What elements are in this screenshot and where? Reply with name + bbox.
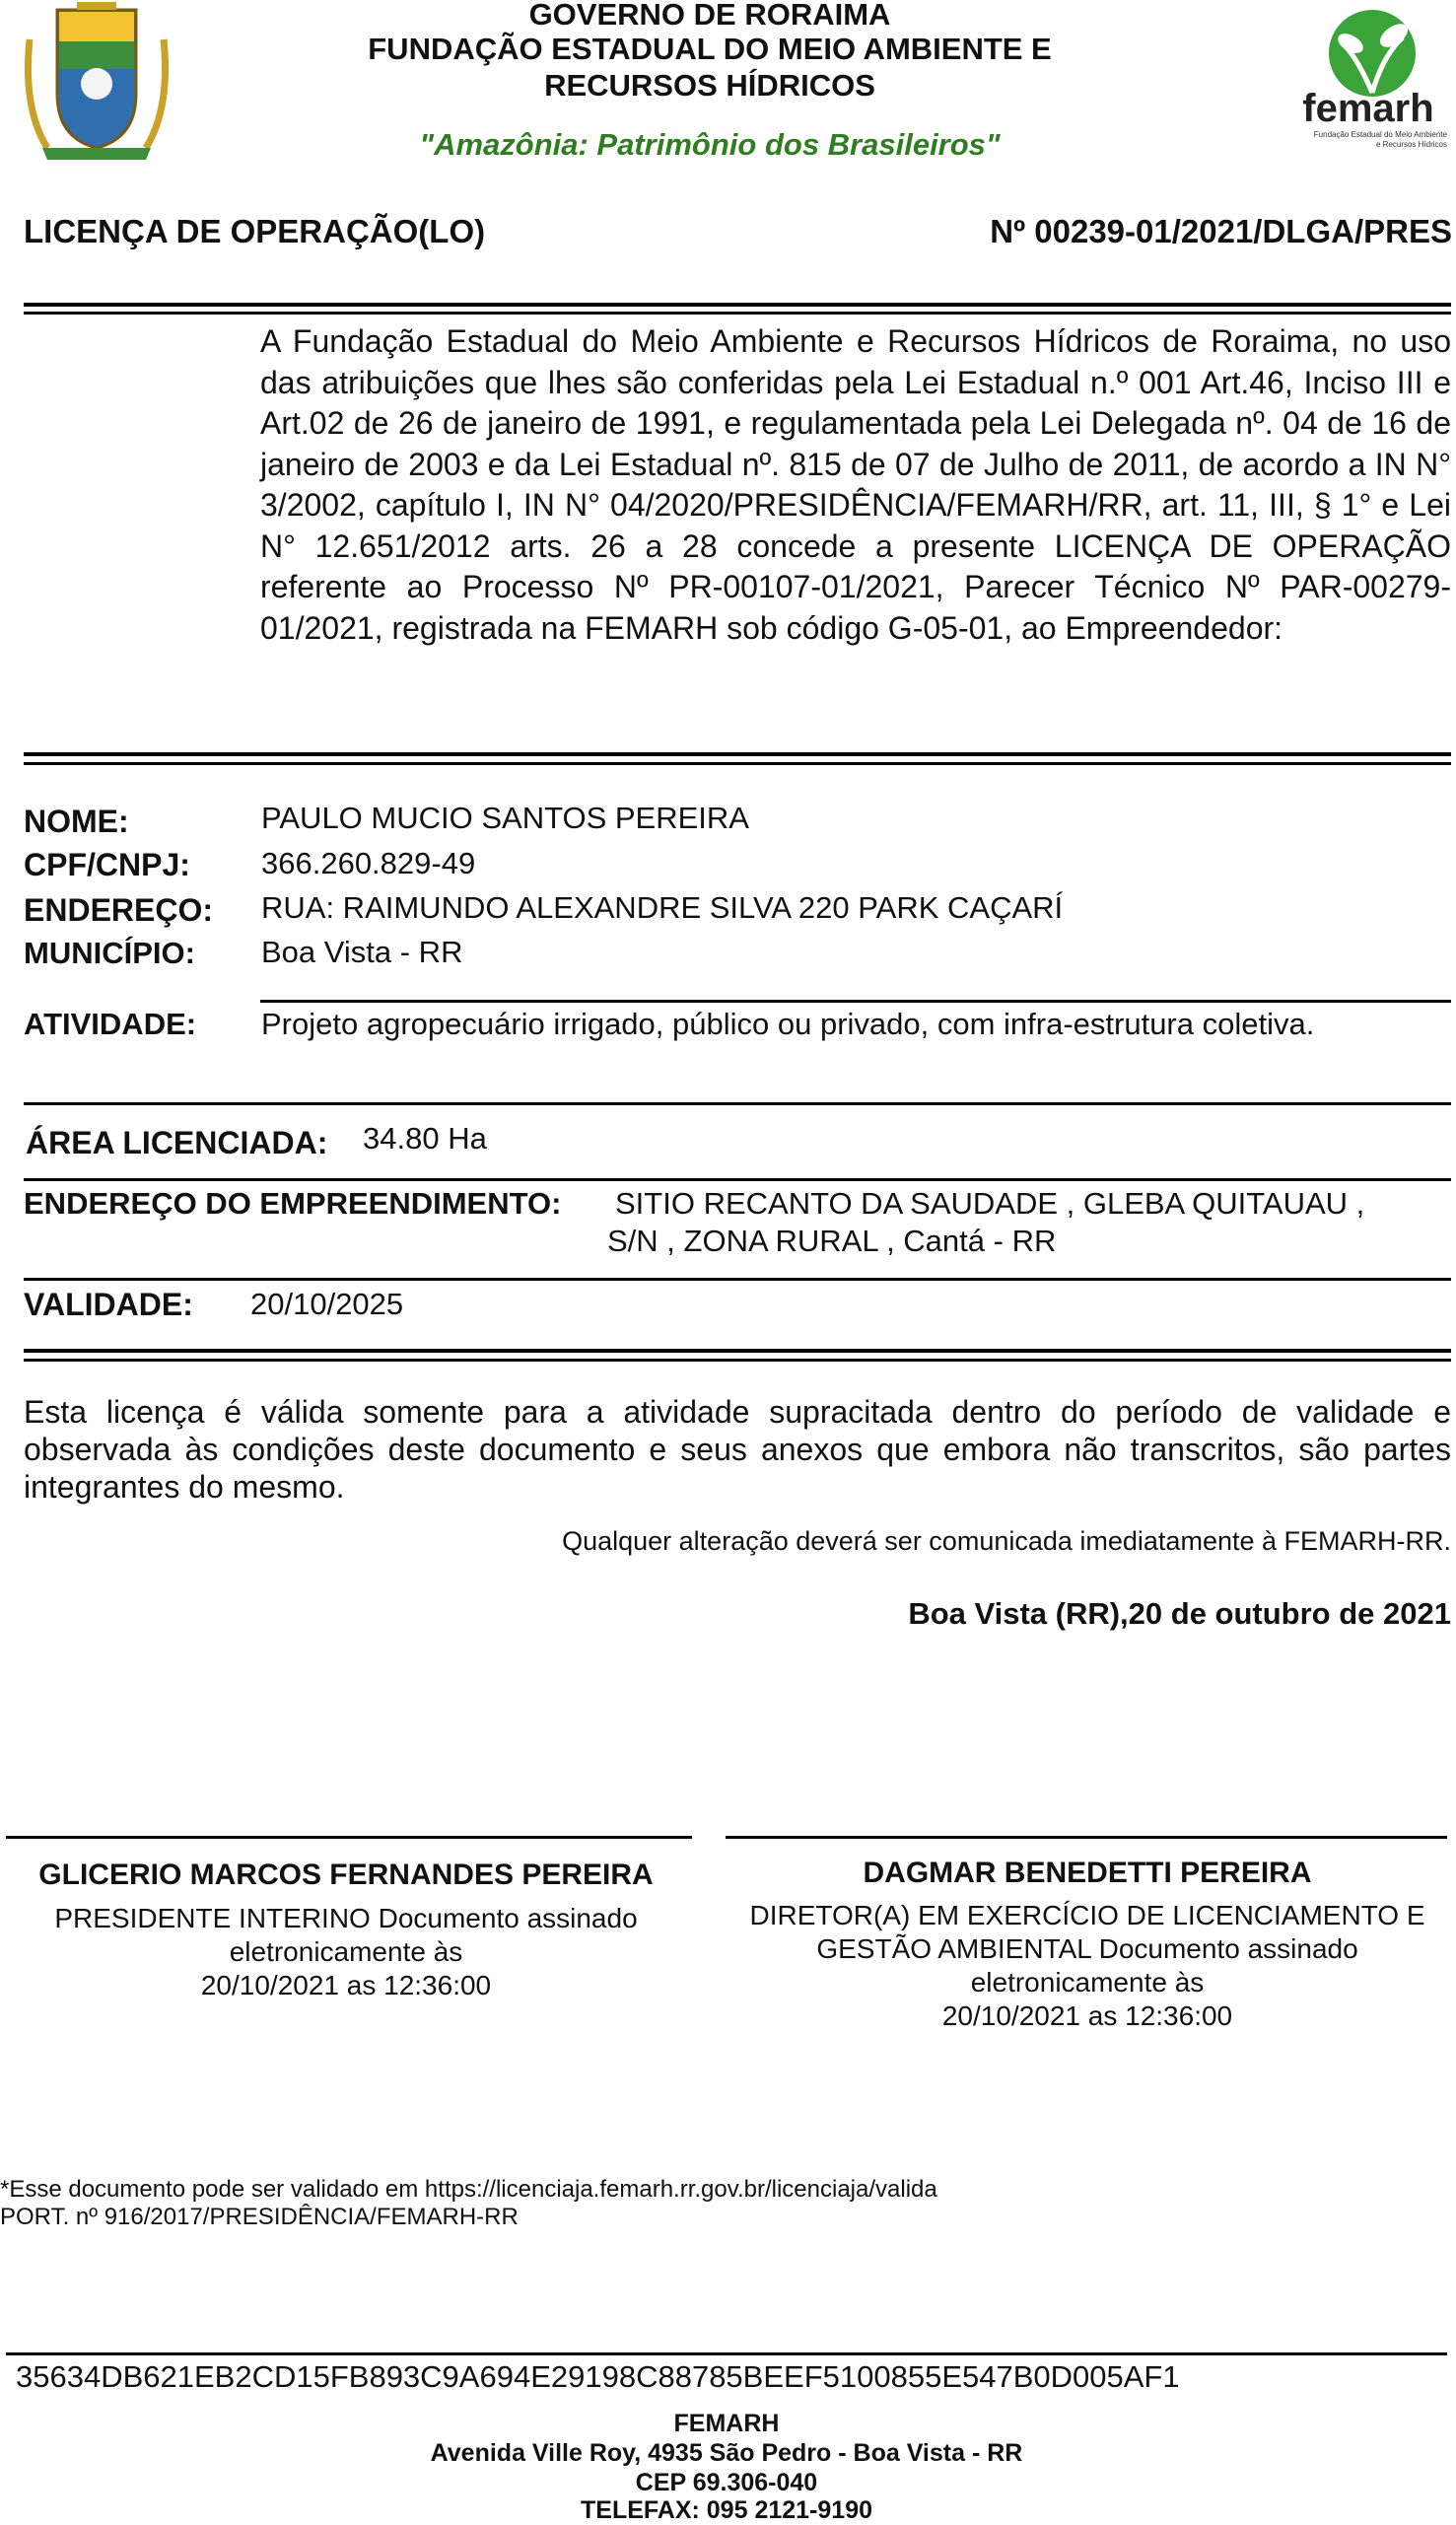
signatory-role: DIRETOR(A) EM EXERCÍCIO DE LICENCIAMENTO E (749, 1900, 1425, 1930)
footer-org: FEMARH (673, 2410, 780, 2437)
signatory-name: DAGMAR BENEDETTI PEREIRA (863, 1857, 1312, 1889)
divider (24, 752, 1451, 756)
cpf-label: CPF/CNPJ: (24, 847, 190, 882)
endereco-value: RUA: RAIMUNDO ALEXANDRE SILVA 220 PARK CAÇARÍ (261, 890, 1064, 925)
signatory-name: GLICERIO MARCOS FERNANDES PEREIRA (38, 1859, 654, 1891)
femarh-logo-subtext-1: Fundação Estadual do Meio Ambiente (1313, 130, 1447, 139)
signatory-role: eletronicamente às (229, 1936, 463, 1967)
divider (24, 1278, 1451, 1281)
validade-label: VALIDADE: (24, 1287, 193, 1322)
gov-line-3: RECURSOS HÍDRICOS (544, 68, 875, 103)
signature-timestamp: 20/10/2021 as 12:36:00 (200, 1970, 492, 2000)
portaria-note: PORT. nº 916/2017/PRESIDÊNCIA/FEMARH-RR (0, 2204, 519, 2230)
femarh-logo (1289, 6, 1447, 154)
gov-line-2: FUNDAÇÃO ESTADUAL DO MEIO AMBIENTE E (368, 32, 1052, 66)
signature-line (726, 1836, 1447, 1839)
municipio-value: Boa Vista - RR (261, 935, 463, 969)
footer-address: Avenida Ville Roy, 4935 São Pedro - Boa Vista - RR (430, 2439, 1023, 2467)
gov-line-1: GOVERNO DE RORAIMA (528, 0, 891, 32)
validade-value: 20/10/2025 (250, 1287, 404, 1321)
preamble-paragraph: A Fundação Estadual do Meio Ambiente e Recursos Hídricos de Roraima, no uso das atribuições que lhes são conferidas pela Lei Estadual n.º 001 Art.46, Inciso III e Art.02 de 26 de janeiro de 1991, e regulamentada pela Lei Delegada nº. 04 de 16 de janeiro de 2003 e da Lei Estadual nº. 815 de 07 de Julho de 2011, de acordo a IN N° 3/2002, capítulo I, IN N° 04/2020/PRESIDÊNCIA/FEMARH/RR, art. 11, III, § 1° e Lei N° 12.651/2012 arts. 26 a 28 concede a presente LICENÇA DE OPERAÇÃO referente ao Processo Nº PR-00107-01/2021, Parecer Técnico Nº PAR-00279-01/2021, registrada na FEMARH sob código G-05-01, ao Empreendedor: (260, 323, 1451, 646)
nome-label: NOME: (24, 804, 129, 839)
area-value: 34.80 Ha (363, 1121, 487, 1156)
signatory-role: PRESIDENTE INTERINO Documento assinado (54, 1903, 638, 1933)
femarh-logo-subtext-2: e Recursos Hídricos (1375, 140, 1447, 149)
cpf-value: 366.260.829-49 (261, 846, 476, 880)
nome-value: PAULO MUCIO SANTOS PEREIRA (261, 801, 749, 835)
footer-cep: CEP 69.306-040 (635, 2469, 818, 2496)
atividade-value: Projeto agropecuário irrigado, público ou privado, com infra-estrutura coletiva. (261, 1007, 1315, 1041)
empreendimento-address-line-1: SITIO RECANTO DA SAUDADE , GLEBA QUITAUAU , (615, 1186, 1365, 1221)
divider (24, 303, 1451, 307)
change-note: Qualquer alteração deverá ser comunicada imediatamente à FEMARH-RR. (562, 1526, 1451, 1556)
license-type-title: LICENÇA DE OPERAÇÃO(LO) (24, 213, 486, 249)
atividade-label: ATIVIDADE: (24, 1007, 197, 1041)
area-label: ÁREA LICENCIADA: (26, 1125, 328, 1160)
endereco-label: ENDEREÇO: (24, 892, 214, 928)
roraima-coat-of-arms (18, 0, 175, 163)
validation-url-note: *Esse documento pode ser validado em https://licenciaja.femarh.rr.gov.br/licenciaja/valida (0, 2176, 937, 2203)
divider (24, 1359, 1451, 1362)
signature-line (6, 1836, 692, 1839)
slogan: "Amazônia: Patrimônio dos Brasileiros" (419, 127, 1001, 162)
signatory-role: GESTÃO AMBIENTAL Documento assinado (816, 1933, 1358, 1964)
femarh-logo-text: femarh (1302, 87, 1434, 130)
document-hash: 35634DB621EB2CD15FB893C9A694E29198C88785BEEF5100855E547B0D005AF1 (16, 2359, 1180, 2394)
signatory-role: eletronicamente às (970, 1967, 1205, 1998)
validity-note: Esta licença é válida somente para a atividade supracitada dentro do período de validade e observada às condições deste documento e seus anexos que embora não transcritos, são partes integrantes do mesmo. (24, 1394, 1451, 1505)
divider (24, 762, 1451, 765)
signature-block-president (0, 1857, 692, 2002)
divider (260, 1000, 1451, 1003)
divider (6, 2352, 1447, 2355)
divider (24, 1102, 1451, 1105)
divider (24, 1178, 1451, 1181)
empreendimento-address-line-2: S/N , ZONA RURAL , Cantá - RR (607, 1224, 1057, 1258)
footer-phone: TELEFAX: 095 2121-9190 (581, 2496, 872, 2524)
divider (24, 312, 1451, 315)
signature-timestamp: 20/10/2021 as 12:36:00 (941, 2000, 1233, 2031)
place-and-date: Boa Vista (RR),20 de outubro de 2021 (908, 1596, 1451, 1631)
license-number: Nº 00239-01/2021/DLGA/PRES (990, 213, 1452, 249)
municipio-label: MUNICÍPIO: (24, 936, 195, 970)
signature-block-director (726, 1855, 1449, 2033)
empreendimento-address-label: ENDEREÇO DO EMPREENDIMENTO: (24, 1186, 562, 1221)
divider (24, 1349, 1451, 1353)
